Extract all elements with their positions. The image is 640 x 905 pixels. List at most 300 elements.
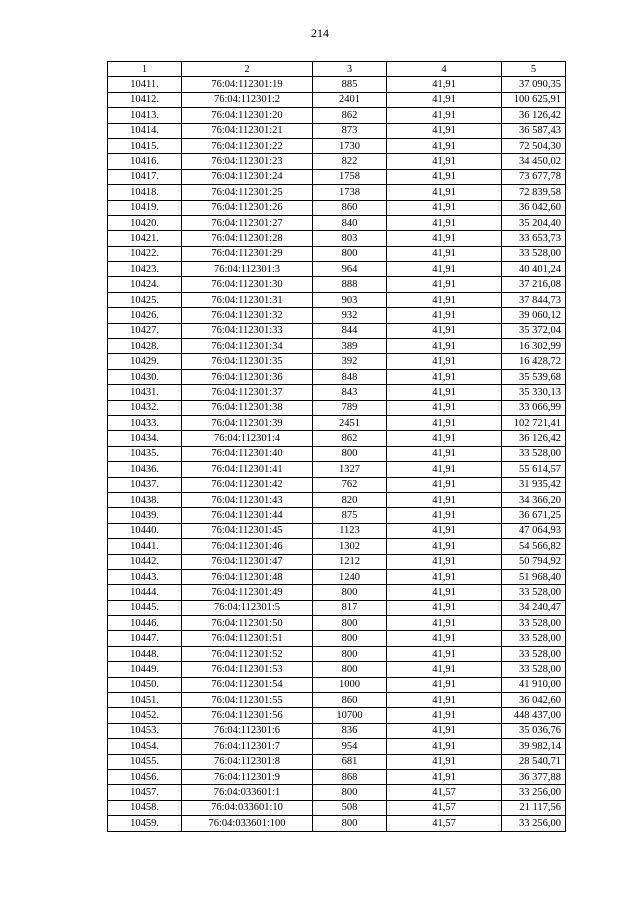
row-number-cell: 10456.	[108, 769, 182, 784]
rate-cell: 41,91	[387, 292, 502, 307]
cadastral-number-cell: 76:04:112301:24	[182, 169, 313, 184]
cadastral-number-cell: 76:04:112301:40	[182, 446, 313, 461]
rate-cell: 41,91	[387, 492, 502, 507]
cadastral-number-cell: 76:04:112301:37	[182, 385, 313, 400]
area-cell: 843	[313, 385, 387, 400]
row-number-cell: 10418.	[108, 185, 182, 200]
rate-cell: 41,91	[387, 508, 502, 523]
area-cell: 800	[313, 631, 387, 646]
area-cell: 762	[313, 477, 387, 492]
table-row	[108, 215, 566, 230]
cadastral-number-cell: 76:04:112301:29	[182, 246, 313, 261]
rate-cell: 41,91	[387, 600, 502, 615]
area-cell: 868	[313, 769, 387, 784]
row-number-cell: 10437.	[108, 477, 182, 492]
table-row	[108, 185, 566, 200]
value-cell: 37 090,35	[502, 77, 566, 92]
value-cell: 34 366,20	[502, 492, 566, 507]
cadastral-number-cell: 76:04:112301:28	[182, 231, 313, 246]
table-row	[108, 246, 566, 261]
value-cell: 50 794,92	[502, 554, 566, 569]
row-number-cell: 10450.	[108, 677, 182, 692]
table-row	[108, 462, 566, 477]
rate-cell: 41,57	[387, 800, 502, 815]
cadastral-number-cell: 76:04:112301:26	[182, 200, 313, 215]
value-cell: 16 302,99	[502, 339, 566, 354]
table-row	[108, 277, 566, 292]
rate-cell: 41,91	[387, 138, 502, 153]
table-row	[108, 693, 566, 708]
rate-cell: 41,91	[387, 754, 502, 769]
rate-cell: 41,91	[387, 169, 502, 184]
rate-cell: 41,91	[387, 585, 502, 600]
table-row	[108, 769, 566, 784]
cadastral-number-cell: 76:04:112301:39	[182, 415, 313, 430]
row-number-cell: 10424.	[108, 277, 182, 292]
value-cell: 33 256,00	[502, 816, 566, 831]
area-cell: 1730	[313, 138, 387, 153]
table-row	[108, 339, 566, 354]
row-number-cell: 10457.	[108, 785, 182, 800]
area-cell: 840	[313, 215, 387, 230]
value-cell: 34 450,02	[502, 154, 566, 169]
row-number-cell: 10427.	[108, 323, 182, 338]
value-cell: 35 330,13	[502, 385, 566, 400]
table-row	[108, 446, 566, 461]
rate-cell: 41,57	[387, 785, 502, 800]
area-cell: 817	[313, 600, 387, 615]
table-row	[108, 785, 566, 800]
value-cell: 41 910,00	[502, 677, 566, 692]
area-cell: 10700	[313, 708, 387, 723]
table-row	[108, 508, 566, 523]
column-header: 5	[502, 62, 566, 77]
cadastral-number-cell: 76:04:112301:22	[182, 138, 313, 153]
area-cell: 954	[313, 739, 387, 754]
row-number-cell: 10430.	[108, 369, 182, 384]
value-cell: 37 216,08	[502, 277, 566, 292]
table-row	[108, 754, 566, 769]
area-cell: 964	[313, 262, 387, 277]
area-cell: 1758	[313, 169, 387, 184]
area-cell: 800	[313, 246, 387, 261]
cadastral-number-cell: 76:04:112301:20	[182, 108, 313, 123]
value-cell: 35 036,76	[502, 723, 566, 738]
row-number-cell: 10447.	[108, 631, 182, 646]
row-number-cell: 10444.	[108, 585, 182, 600]
row-number-cell: 10449.	[108, 662, 182, 677]
table-row	[108, 123, 566, 138]
value-cell: 40 401,24	[502, 262, 566, 277]
area-cell: 800	[313, 816, 387, 831]
table-row	[108, 477, 566, 492]
row-number-cell: 10432.	[108, 400, 182, 415]
cadastral-number-cell: 76:04:033601:100	[182, 816, 313, 831]
rate-cell: 41,91	[387, 92, 502, 107]
cadastral-number-cell: 76:04:112301:38	[182, 400, 313, 415]
cadastral-number-cell: 76:04:112301:3	[182, 262, 313, 277]
value-cell: 33 066,99	[502, 400, 566, 415]
row-number-cell: 10451.	[108, 693, 182, 708]
area-cell: 888	[313, 277, 387, 292]
cadastral-number-cell: 76:04:112301:32	[182, 308, 313, 323]
row-number-cell: 10440.	[108, 523, 182, 538]
table-row	[108, 323, 566, 338]
table-row	[108, 616, 566, 631]
area-cell: 789	[313, 400, 387, 415]
rate-cell: 41,91	[387, 616, 502, 631]
cadastral-number-cell: 76:04:112301:47	[182, 554, 313, 569]
area-cell: 820	[313, 492, 387, 507]
value-cell: 33 256,00	[502, 785, 566, 800]
table-row	[108, 431, 566, 446]
value-cell: 51 968,40	[502, 569, 566, 584]
rate-cell: 41,91	[387, 354, 502, 369]
cadastral-number-cell: 76:04:033601:10	[182, 800, 313, 815]
row-number-cell: 10438.	[108, 492, 182, 507]
cadastral-number-cell: 76:04:112301:56	[182, 708, 313, 723]
row-number-cell: 10433.	[108, 415, 182, 430]
area-cell: 2451	[313, 415, 387, 430]
rate-cell: 41,91	[387, 523, 502, 538]
row-number-cell: 10436.	[108, 462, 182, 477]
value-cell: 55 614,57	[502, 462, 566, 477]
cadastral-number-cell: 76:04:112301:45	[182, 523, 313, 538]
row-number-cell: 10458.	[108, 800, 182, 815]
row-number-cell: 10431.	[108, 385, 182, 400]
rate-cell: 41,91	[387, 431, 502, 446]
value-cell: 35 372,04	[502, 323, 566, 338]
area-cell: 848	[313, 369, 387, 384]
area-cell: 2401	[313, 92, 387, 107]
table-row	[108, 138, 566, 153]
area-cell: 862	[313, 431, 387, 446]
cadastral-number-cell: 76:04:112301:4	[182, 431, 313, 446]
value-cell: 36 377,88	[502, 769, 566, 784]
value-cell: 36 671,25	[502, 508, 566, 523]
value-cell: 36 042,60	[502, 693, 566, 708]
table-row	[108, 569, 566, 584]
value-cell: 36 587,43	[502, 123, 566, 138]
cadastral-number-cell: 76:04:112301:52	[182, 646, 313, 661]
rate-cell: 41,91	[387, 277, 502, 292]
row-number-cell: 10425.	[108, 292, 182, 307]
value-cell: 34 240,47	[502, 600, 566, 615]
cadastral-number-cell: 76:04:112301:43	[182, 492, 313, 507]
value-cell: 33 528,00	[502, 646, 566, 661]
area-cell: 1123	[313, 523, 387, 538]
row-number-cell: 10428.	[108, 339, 182, 354]
row-number-cell: 10420.	[108, 215, 182, 230]
area-cell: 800	[313, 785, 387, 800]
value-cell: 31 935,42	[502, 477, 566, 492]
rate-cell: 41,91	[387, 708, 502, 723]
area-cell: 800	[313, 585, 387, 600]
value-cell: 33 528,00	[502, 446, 566, 461]
rate-cell: 41,91	[387, 369, 502, 384]
row-number-cell: 10434.	[108, 431, 182, 446]
area-cell: 800	[313, 446, 387, 461]
rate-cell: 41,91	[387, 231, 502, 246]
area-cell: 862	[313, 108, 387, 123]
cadastral-number-cell: 76:04:112301:46	[182, 539, 313, 554]
row-number-cell: 10414.	[108, 123, 182, 138]
table-body	[108, 77, 566, 831]
value-cell: 72 504,30	[502, 138, 566, 153]
area-cell: 885	[313, 77, 387, 92]
table-row	[108, 369, 566, 384]
rate-cell: 41,91	[387, 215, 502, 230]
table-row	[108, 646, 566, 661]
area-cell: 873	[313, 123, 387, 138]
table-row	[108, 631, 566, 646]
area-cell: 932	[313, 308, 387, 323]
cadastral-number-cell: 76:04:112301:7	[182, 739, 313, 754]
data-table	[107, 61, 566, 832]
cadastral-number-cell: 76:04:112301:53	[182, 662, 313, 677]
area-cell: 800	[313, 662, 387, 677]
table-row	[108, 308, 566, 323]
area-cell: 1738	[313, 185, 387, 200]
rate-cell: 41,91	[387, 323, 502, 338]
table-row	[108, 554, 566, 569]
rate-cell: 41,91	[387, 339, 502, 354]
rate-cell: 41,91	[387, 385, 502, 400]
rate-cell: 41,91	[387, 446, 502, 461]
area-cell: 836	[313, 723, 387, 738]
cadastral-number-cell: 76:04:112301:19	[182, 77, 313, 92]
value-cell: 72 839,58	[502, 185, 566, 200]
value-cell: 36 126,42	[502, 108, 566, 123]
column-header: 4	[387, 62, 502, 77]
row-number-cell: 10441.	[108, 539, 182, 554]
table-row	[108, 231, 566, 246]
rate-cell: 41,91	[387, 554, 502, 569]
area-cell: 875	[313, 508, 387, 523]
row-number-cell: 10419.	[108, 200, 182, 215]
area-cell: 800	[313, 616, 387, 631]
table-row	[108, 708, 566, 723]
cadastral-number-cell: 76:04:112301:27	[182, 215, 313, 230]
row-number-cell: 10448.	[108, 646, 182, 661]
table-row	[108, 77, 566, 92]
value-cell: 448 437,00	[502, 708, 566, 723]
cadastral-number-cell: 76:04:033601:1	[182, 785, 313, 800]
rate-cell: 41,91	[387, 662, 502, 677]
table-row	[108, 154, 566, 169]
column-header: 1	[108, 62, 182, 77]
table-row	[108, 800, 566, 815]
area-cell: 903	[313, 292, 387, 307]
area-cell: 1212	[313, 554, 387, 569]
table-row	[108, 523, 566, 538]
row-number-cell: 10435.	[108, 446, 182, 461]
value-cell: 21 117,56	[502, 800, 566, 815]
cadastral-number-cell: 76:04:112301:36	[182, 369, 313, 384]
rate-cell: 41,91	[387, 185, 502, 200]
table-row	[108, 169, 566, 184]
rate-cell: 41,91	[387, 631, 502, 646]
table-row	[108, 662, 566, 677]
header-row	[108, 62, 566, 77]
cadastral-number-cell: 76:04:112301:42	[182, 477, 313, 492]
value-cell: 36 126,42	[502, 431, 566, 446]
row-number-cell: 10417.	[108, 169, 182, 184]
area-cell: 392	[313, 354, 387, 369]
value-cell: 33 653,73	[502, 231, 566, 246]
rate-cell: 41,91	[387, 200, 502, 215]
table-row	[108, 292, 566, 307]
table-row	[108, 600, 566, 615]
cadastral-number-cell: 76:04:112301:25	[182, 185, 313, 200]
column-header: 3	[313, 62, 387, 77]
row-number-cell: 10426.	[108, 308, 182, 323]
value-cell: 35 204,40	[502, 215, 566, 230]
cadastral-number-cell: 76:04:112301:48	[182, 569, 313, 584]
cadastral-number-cell: 76:04:112301:44	[182, 508, 313, 523]
value-cell: 16 428,72	[502, 354, 566, 369]
area-cell: 800	[313, 646, 387, 661]
value-cell: 54 566,82	[502, 539, 566, 554]
row-number-cell: 10455.	[108, 754, 182, 769]
rate-cell: 41,91	[387, 415, 502, 430]
rate-cell: 41,91	[387, 723, 502, 738]
rate-cell: 41,91	[387, 739, 502, 754]
value-cell: 73 677,78	[502, 169, 566, 184]
cadastral-number-cell: 76:04:112301:21	[182, 123, 313, 138]
table-row	[108, 539, 566, 554]
cadastral-number-cell: 76:04:112301:51	[182, 631, 313, 646]
row-number-cell: 10429.	[108, 354, 182, 369]
row-number-cell: 10421.	[108, 231, 182, 246]
table-row	[108, 739, 566, 754]
value-cell: 33 528,00	[502, 585, 566, 600]
rate-cell: 41,91	[387, 400, 502, 415]
table-row	[108, 108, 566, 123]
cadastral-number-cell: 76:04:112301:50	[182, 616, 313, 631]
row-number-cell: 10439.	[108, 508, 182, 523]
area-cell: 822	[313, 154, 387, 169]
cadastral-number-cell: 76:04:112301:5	[182, 600, 313, 615]
page-number: 214	[311, 26, 329, 40]
table-row	[108, 385, 566, 400]
rate-cell: 41,91	[387, 693, 502, 708]
cadastral-number-cell: 76:04:112301:8	[182, 754, 313, 769]
column-header: 2	[182, 62, 313, 77]
cadastral-number-cell: 76:04:112301:34	[182, 339, 313, 354]
value-cell: 33 528,00	[502, 616, 566, 631]
cadastral-number-cell: 76:04:112301:35	[182, 354, 313, 369]
table-row	[108, 262, 566, 277]
cadastral-number-cell: 76:04:112301:30	[182, 277, 313, 292]
row-number-cell: 10412.	[108, 92, 182, 107]
table-row	[108, 200, 566, 215]
cadastral-number-cell: 76:04:112301:6	[182, 723, 313, 738]
value-cell: 37 844,73	[502, 292, 566, 307]
rate-cell: 41,91	[387, 246, 502, 261]
row-number-cell: 10423.	[108, 262, 182, 277]
row-number-cell: 10413.	[108, 108, 182, 123]
value-cell: 47 064,93	[502, 523, 566, 538]
cadastral-number-cell: 76:04:112301:54	[182, 677, 313, 692]
value-cell: 102 721,41	[502, 415, 566, 430]
cadastral-number-cell: 76:04:112301:33	[182, 323, 313, 338]
row-number-cell: 10443.	[108, 569, 182, 584]
rate-cell: 41,91	[387, 769, 502, 784]
cadastral-number-cell: 76:04:112301:9	[182, 769, 313, 784]
row-number-cell: 10416.	[108, 154, 182, 169]
row-number-cell: 10453.	[108, 723, 182, 738]
row-number-cell: 10422.	[108, 246, 182, 261]
rate-cell: 41,91	[387, 108, 502, 123]
rate-cell: 41,91	[387, 646, 502, 661]
row-number-cell: 10452.	[108, 708, 182, 723]
cadastral-number-cell: 76:04:112301:55	[182, 693, 313, 708]
value-cell: 36 042,60	[502, 200, 566, 215]
rate-cell: 41,91	[387, 154, 502, 169]
rate-cell: 41,91	[387, 262, 502, 277]
row-number-cell: 10446.	[108, 616, 182, 631]
value-cell: 35 539,68	[502, 369, 566, 384]
area-cell: 508	[313, 800, 387, 815]
rate-cell: 41,91	[387, 77, 502, 92]
area-cell: 1240	[313, 569, 387, 584]
value-cell: 33 528,00	[502, 246, 566, 261]
rate-cell: 41,57	[387, 816, 502, 831]
cadastral-number-cell: 76:04:112301:31	[182, 292, 313, 307]
value-cell: 33 528,00	[502, 631, 566, 646]
rate-cell: 41,91	[387, 677, 502, 692]
area-cell: 1327	[313, 462, 387, 477]
rate-cell: 41,91	[387, 569, 502, 584]
area-cell: 1000	[313, 677, 387, 692]
area-cell: 389	[313, 339, 387, 354]
area-cell: 803	[313, 231, 387, 246]
area-cell: 681	[313, 754, 387, 769]
row-number-cell: 10454.	[108, 739, 182, 754]
table-row	[108, 585, 566, 600]
row-number-cell: 10415.	[108, 138, 182, 153]
table-row	[108, 354, 566, 369]
value-cell: 39 060,12	[502, 308, 566, 323]
table-row	[108, 677, 566, 692]
rate-cell: 41,91	[387, 462, 502, 477]
table-row	[108, 492, 566, 507]
rate-cell: 41,91	[387, 539, 502, 554]
cadastral-number-cell: 76:04:112301:23	[182, 154, 313, 169]
row-number-cell: 10411.	[108, 77, 182, 92]
rate-cell: 41,91	[387, 308, 502, 323]
cadastral-number-cell: 76:04:112301:41	[182, 462, 313, 477]
value-cell: 39 982,14	[502, 739, 566, 754]
area-cell: 860	[313, 200, 387, 215]
value-cell: 33 528,00	[502, 662, 566, 677]
row-number-cell: 10459.	[108, 816, 182, 831]
table-row	[108, 400, 566, 415]
rate-cell: 41,91	[387, 123, 502, 138]
area-cell: 860	[313, 693, 387, 708]
value-cell: 28 540,71	[502, 754, 566, 769]
cadastral-number-cell: 76:04:112301:2	[182, 92, 313, 107]
row-number-cell: 10442.	[108, 554, 182, 569]
cadastral-number-cell: 76:04:112301:49	[182, 585, 313, 600]
area-cell: 1302	[313, 539, 387, 554]
table-row	[108, 816, 566, 831]
rate-cell: 41,91	[387, 477, 502, 492]
table-row	[108, 723, 566, 738]
row-number-cell: 10445.	[108, 600, 182, 615]
value-cell: 100 625,91	[502, 92, 566, 107]
